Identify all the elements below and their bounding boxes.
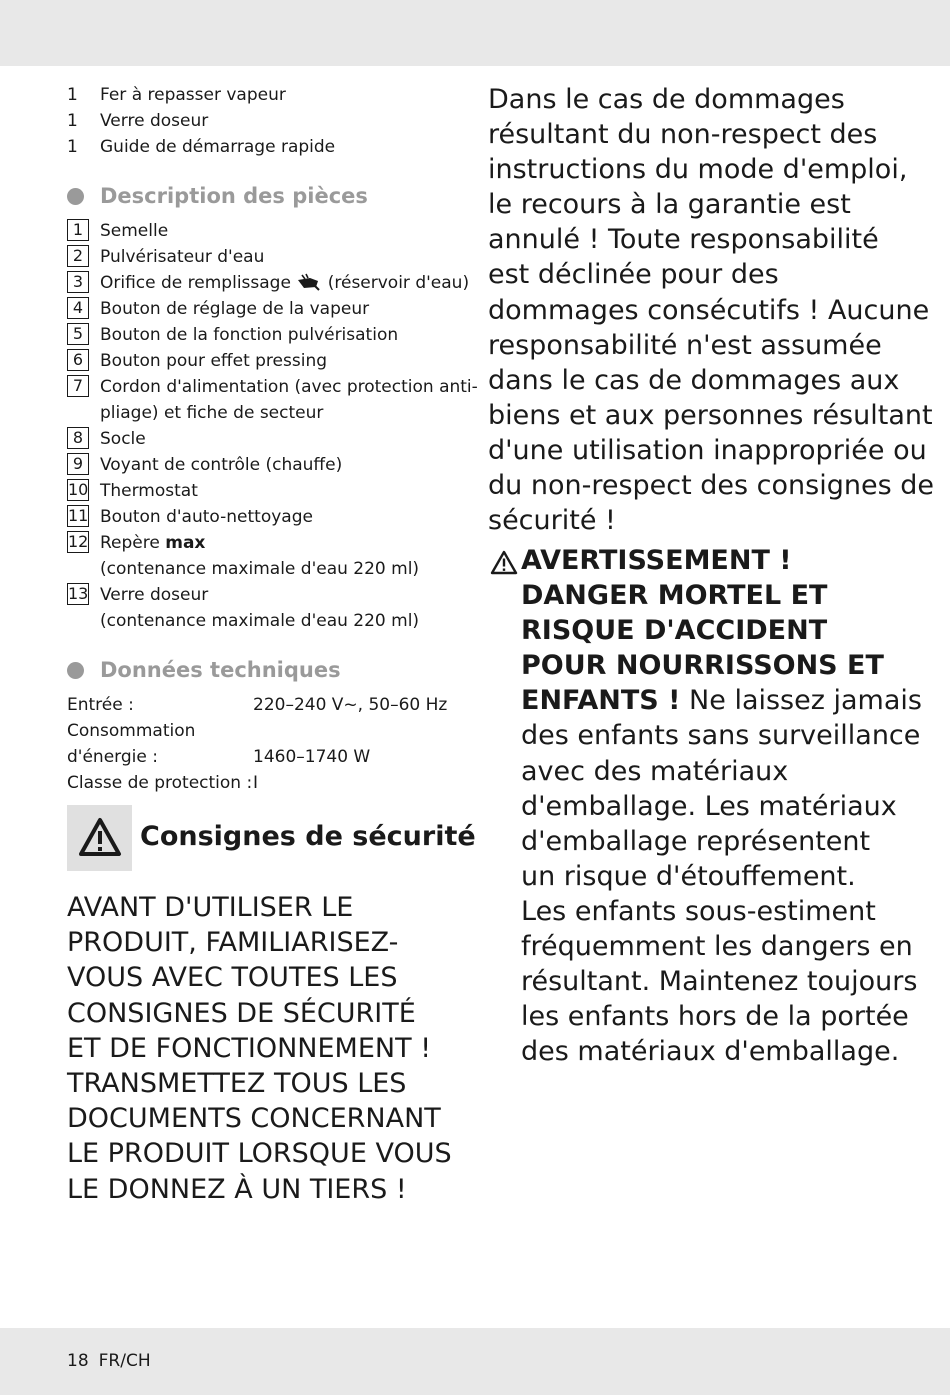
list-item: 2 Pulvérisateur d'eau: [67, 244, 467, 270]
list-item: 3 Orifice de remplissage (réservoir d'eau): [67, 270, 467, 296]
contents-list: [67, 82, 467, 160]
list-item: 1 Guide de démarrage rapide: [67, 137, 336, 157]
list-item: 1 Verre doseur: [67, 111, 209, 131]
list-item: 1 Semelle: [67, 218, 467, 244]
list-item: 5 Bouton de la fonction pulvérisation: [67, 322, 467, 348]
language-code: FR/CH: [98, 1351, 151, 1371]
left-column: [67, 82, 478, 796]
bullet-icon: [67, 188, 84, 205]
list-item-continued: (contenance maximale d'eau 220 ml): [100, 559, 420, 579]
parts-heading: Description des pièces: [67, 183, 467, 209]
spec-row: Consommation: [67, 721, 196, 741]
parts-list: [67, 218, 478, 634]
list-item-continued: (contenance maximale d'eau 220 ml): [100, 611, 420, 631]
spec-row: Classe de protection : I: [67, 773, 259, 793]
warning-triangle-icon: [78, 817, 122, 857]
spec-row: Entrée : 220–240 V~, 50–60 Hz: [67, 695, 448, 715]
list-item: 7 Cordon d'alimentation (avec protection anti-: [67, 374, 467, 400]
spec-row: d'énergie : 1460–1740 W: [67, 747, 371, 767]
safety-heading: [67, 805, 476, 871]
warning-triangle-icon: [490, 550, 518, 575]
list-item: 12 Repère max: [68, 532, 206, 553]
list-item: 13 Verre doseur: [68, 584, 209, 605]
list-item-continued: pliage) et fiche de secteur: [100, 403, 324, 423]
safety-title: Consignes de sécurité: [140, 821, 476, 852]
list-item: 1 Fer à repasser vapeur: [67, 85, 286, 105]
list-item: 11 Bouton d'auto-nettoyage: [68, 506, 313, 527]
bullet-icon: [67, 662, 84, 679]
list-item: 9 Voyant de contrôle (chauffe): [67, 452, 467, 478]
tech-heading: Données techniques: [67, 657, 467, 683]
warning-box: [67, 805, 132, 871]
page-footer: [67, 1351, 161, 1371]
list-item: 8 Socle: [67, 426, 467, 452]
header-band: [0, 0, 950, 66]
list-item: 10 Thermostat: [68, 480, 198, 501]
tech-specs: [67, 692, 467, 796]
list-item: 4 Bouton de réglage de la vapeur: [67, 296, 467, 322]
list-item: 6 Bouton pour effet pressing: [67, 348, 467, 374]
liability-paragraph: Dans le cas de dommages résultant du non-respect des instructions du mode d'emploi, le recours à la garantie est annulé ! Toute responsabilité est déclinée pour des dommages consécutifs ! Aucune responsabilité n'est assumée dans le cas de dommages aux biens et aux personnes résultant d'une utilisation inappropriée ou du non-respect des consignes de sécurité !: [488, 84, 934, 537]
page-number: 18: [67, 1351, 89, 1371]
fill-water-icon: [296, 273, 322, 291]
child-warning: AVERTISSEMENT ! DANGER MORTEL ET RISQUE D'ACCIDENT POUR NOURRISSONS ET ENFANTS ! Ne laissez jamais des enfants sans surveillance avec des matériaux d'emballage. Les matériaux d'emballage représentent un risque d'étouffement. Les enfants sous-estiment fréquemment les dangers en résultant. Maintenez toujours les enfants hors de la portée des matériaux d'emballage.: [488, 543, 898, 1069]
safety-caps-text: AVANT D'UTILISER LE PRODUIT, FAMILIARISEZ- VOUS AVEC TOUTES LES CONSIGNES DE SÉCURITÉ ET DE FONCTIONNEMENT ! TRANSMETTEZ TOUS LES DOCUMENTS CONCERNANT LE PRODUIT LORSQUE VOUS LE DONNEZ À UN TIERS !: [67, 892, 452, 1205]
